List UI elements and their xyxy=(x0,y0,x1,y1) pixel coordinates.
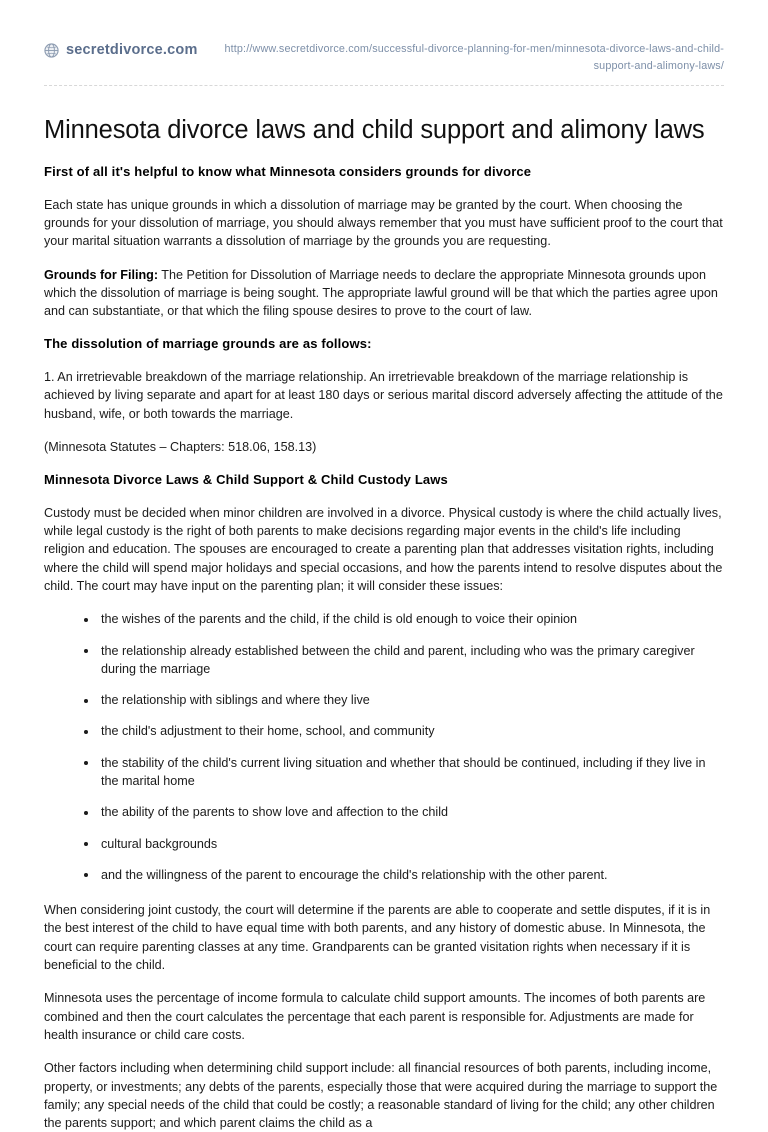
source-url[interactable]: http://www.secretdivorce.com/successful-divorce-planning-for-men/minnesota-divorce-laws-and-child-support-and-alimony-laws/ xyxy=(224,43,724,72)
list-item: and the willingness of the parent to encourage the child's relationship with the other parent. xyxy=(84,866,724,884)
site-brand-name: secretdivorce.com xyxy=(66,42,198,58)
section-heading-custody-laws: Minnesota Divorce Laws & Child Support & Child Custody Laws xyxy=(44,472,448,488)
list-item: the stability of the child's current living situation and whether that should be continued, including if they live in the marital home xyxy=(84,754,724,791)
header-divider xyxy=(44,85,724,86)
list-item: the relationship already established between the child and parent, including who was the primary caregiver during the marriage xyxy=(84,642,724,679)
paragraph-irretrievable-breakdown: 1. An irretrievable breakdown of the marriage relationship. An irretrievable breakdown of the marriage relationship is achieved by living separate and apart for at least 180 days or serious marital discord adversely affecting the attitude of the husband, wife, or both towards the marriage. xyxy=(44,369,723,421)
paragraph-child-support-formula: Minnesota uses the percentage of income formula to calculate child support amounts. The incomes of both parents are combined and then the court calculates the percentage that each parent is responsible for. Adjustments are made for health insurance or child care costs. xyxy=(44,991,706,1042)
page-title: Minnesota divorce laws and child support and alimony laws xyxy=(44,116,705,144)
section-heading-grounds: First of all it's helpful to know what Minnesota considers grounds for divorce xyxy=(44,164,532,180)
paragraph-other-factors: Other factors including when determining child support include: all financial resources of both parents, including income, property, or investments; any debts of the parents, especially those that were acquired during the marriage to support the family; any special needs of the child that could be costly; a reasonable standard of living for the child; any other children the parents support; and which parent claims the child as a xyxy=(44,1061,718,1131)
paragraph-statute-citation: (Minnesota Statutes – Chapters: 518.06, 158.13) xyxy=(44,439,317,454)
globe-icon xyxy=(44,43,59,58)
court-issues-list xyxy=(44,610,724,884)
paragraph-grounds-for-filing xyxy=(44,266,724,321)
list-item: cultural backgrounds xyxy=(84,835,724,853)
list-item: the wishes of the parents and the child, if the child is old enough to voice their opinion xyxy=(84,610,724,628)
list-item: the relationship with siblings and where they live xyxy=(84,691,724,709)
list-item: the ability of the parents to show love and affection to the child xyxy=(84,803,724,821)
list-item: the child's adjustment to their home, school, and community xyxy=(84,722,724,740)
section-heading-dissolution-grounds: The dissolution of marriage grounds are as follows: xyxy=(44,336,372,352)
grounds-for-filing-text: The Petition for Dissolution of Marriage needs to declare the appropriate Minnesota grounds upon which the dissolution of marriage is being sought. The appropriate lawful ground will be that which the parties agree upon and can substantiate, or that which the filing spouse desires to prove to the court of law. xyxy=(44,267,718,319)
paragraph-joint-custody: When considering joint custody, the court will determine if the parents are able to cooperate and settle disputes, if it is in the best interest of the child to have equal time with both parents, and any history of domestic abuse. In Minnesota, the court can require parenting classes at any time. Grandparents can be granted visitation rights when necessary if it is beneficial to the child. xyxy=(44,903,711,973)
document-body xyxy=(44,94,724,1132)
site-brand[interactable] xyxy=(44,41,198,58)
paragraph-custody-overview: Custody must be decided when minor children are involved in a divorce. Physical custody is where the child actually lives, while legal custody is the right of both parents to make decisions regarding major events in the child's life including religion and education. The spouses are encouraged to create a parenting plan that addresses visitation rights, including where the child will spend major holidays and special occasions, and how the parents intend to resolve disputes about the child. The court may have input on the parenting plan; it will consider these issues: xyxy=(44,505,723,593)
document-tail xyxy=(44,899,724,1132)
page-header xyxy=(44,0,724,75)
grounds-for-filing-label: Grounds for Filing: xyxy=(44,267,159,282)
paragraph-unique-grounds: Each state has unique grounds in which a dissolution of marriage may be granted by the court. When choosing the grounds for your dissolution of marriage, you should always remember that you must have sufficient proof to the court that your marital situation warrants a dissolution of marriage by the grounds you are requesting. xyxy=(44,197,723,249)
